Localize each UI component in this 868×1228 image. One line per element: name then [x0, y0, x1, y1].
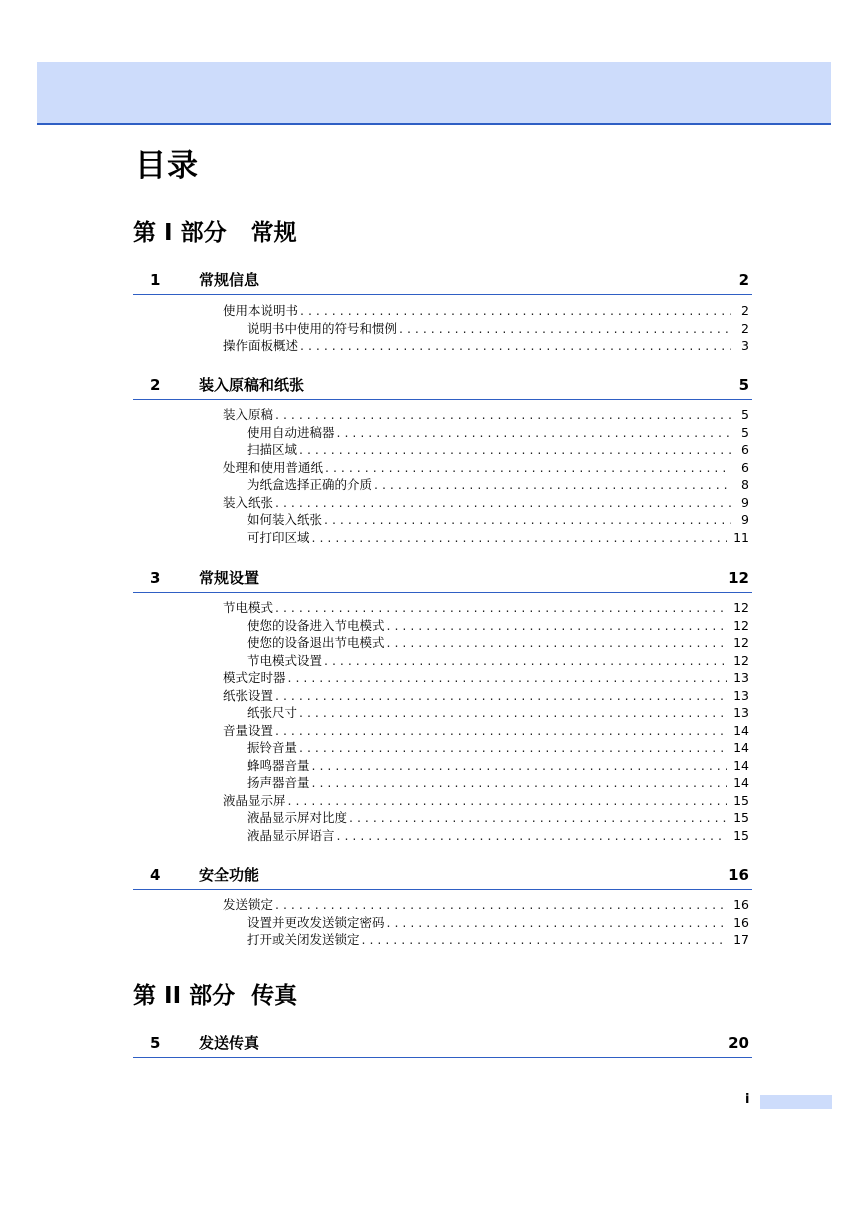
toc-entry-text: 设置并更改发送锁定密码	[247, 914, 385, 930]
toc-entry-page: 14	[733, 757, 749, 773]
toc-entry[interactable]	[223, 739, 749, 757]
toc-entry[interactable]	[223, 511, 749, 529]
toc-entry-text: 蜂鸣器音量	[247, 757, 310, 773]
toc-entry[interactable]	[223, 599, 749, 617]
toc-entry-page: 13	[733, 670, 749, 685]
toc-entry-page: 12	[733, 600, 749, 615]
dot-leader	[374, 476, 731, 494]
chapter-title: 装入原稿和纸张	[199, 376, 305, 394]
toc-entry-page: 6	[741, 459, 749, 475]
page-title: 目录	[135, 148, 199, 184]
toc-entry-page: 13	[733, 687, 749, 703]
toc-entry-text: 纸张设置	[223, 687, 274, 703]
toc-entry-text: 液晶显示屏语言	[247, 827, 335, 843]
toc-entry-page: 11	[733, 529, 749, 545]
toc-entry[interactable]	[223, 529, 749, 547]
dot-leader	[275, 722, 727, 740]
dot-leader	[324, 511, 731, 529]
toc-entry-page: 12	[733, 635, 749, 650]
toc-entry-text: 装入纸张	[223, 494, 274, 510]
toc-entry[interactable]	[223, 634, 749, 652]
toc-entry-text: 液晶显示屏	[223, 792, 286, 808]
toc-entry-text: 装入原稿	[223, 407, 274, 422]
toc-entry-text: 发送锁定	[223, 897, 274, 912]
chapter-title: 安全功能	[199, 866, 260, 884]
part-title-1: 第 I 部分 常规	[133, 220, 297, 246]
toc-entry[interactable]	[223, 669, 749, 687]
chapter-number: 1	[150, 271, 161, 289]
dot-leader	[387, 634, 728, 652]
dot-leader	[300, 337, 731, 355]
chapter-number: 2	[150, 376, 161, 394]
toc-entry-text: 音量设置	[223, 722, 274, 738]
toc-entry-text: 使您的设备退出节电模式	[247, 635, 385, 650]
dot-leader	[399, 320, 731, 338]
part-title-2: 第 II 部分 传真	[133, 983, 298, 1009]
chapter-2-entries	[223, 406, 749, 546]
chapter-number: 3	[150, 569, 161, 587]
chapter-title: 常规设置	[199, 569, 260, 587]
chapter-title: 发送传真	[199, 1034, 260, 1052]
toc-entry-text: 处理和使用普通纸	[223, 459, 324, 475]
dot-leader	[337, 424, 731, 442]
toc-entry-text: 模式定时器	[223, 670, 286, 685]
toc-entry[interactable]	[223, 931, 749, 949]
toc-entry[interactable]	[223, 494, 749, 512]
toc-entry[interactable]	[223, 687, 749, 705]
chapter-heading-1[interactable]	[133, 270, 752, 295]
toc-entry-page: 5	[741, 424, 749, 440]
toc-entry[interactable]	[223, 792, 749, 810]
dot-leader	[325, 459, 731, 477]
footer-tab	[760, 1095, 832, 1109]
toc-entry-page: 17	[733, 932, 749, 947]
chapter-page: 5	[738, 376, 749, 394]
dot-leader	[275, 406, 731, 424]
toc-entry-page: 15	[733, 810, 749, 825]
toc-entry-text: 打开或关闭发送锁定	[247, 932, 360, 947]
toc-entry[interactable]	[223, 809, 749, 827]
dot-leader	[324, 652, 727, 670]
toc-entry-page: 13	[733, 705, 749, 720]
toc-entry-page: 14	[733, 740, 749, 755]
toc-entry[interactable]	[223, 459, 749, 477]
toc-entry-text: 说明书中使用的符号和惯例	[247, 320, 398, 336]
dot-leader	[275, 687, 727, 705]
chapter-page: 16	[728, 866, 749, 884]
toc-entry-text: 振铃音量	[247, 740, 298, 755]
toc-entry[interactable]	[223, 827, 749, 845]
toc-entry[interactable]	[223, 914, 749, 932]
toc-entry[interactable]	[223, 441, 749, 459]
toc-entry[interactable]	[223, 652, 749, 670]
toc-entry[interactable]	[223, 424, 749, 442]
dot-leader	[312, 529, 728, 547]
toc-entry-text: 节电模式设置	[247, 652, 323, 668]
toc-entry-page: 16	[733, 914, 749, 930]
toc-entry-text: 使用自动进稿器	[247, 424, 335, 440]
toc-entry-page: 16	[733, 897, 749, 912]
chapter-heading-2[interactable]	[133, 375, 752, 400]
toc-entry[interactable]	[223, 896, 749, 914]
toc-entry-text: 液晶显示屏对比度	[247, 810, 348, 825]
toc-entry-text: 如何装入纸张	[247, 512, 323, 527]
chapter-4-entries	[223, 896, 749, 949]
toc-entry-page: 5	[741, 407, 749, 422]
chapter-number: 4	[150, 866, 161, 884]
toc-entry-page: 3	[741, 338, 749, 353]
toc-entry[interactable]	[223, 476, 749, 494]
dot-leader	[275, 599, 727, 617]
toc-entry-text: 节电模式	[223, 600, 274, 615]
toc-entry[interactable]	[223, 337, 749, 355]
dot-leader	[362, 931, 728, 949]
toc-entry-page: 2	[741, 303, 749, 318]
dot-leader	[300, 302, 731, 320]
chapter-title: 常规信息	[199, 271, 260, 289]
toc-entry-text: 使您的设备进入节电模式	[247, 617, 385, 633]
chapter-page: 20	[728, 1034, 749, 1052]
dot-leader	[288, 669, 728, 687]
toc-entry-text: 扫描区域	[247, 442, 298, 457]
dot-leader	[387, 617, 728, 635]
toc-entry-text: 扬声器音量	[247, 775, 310, 790]
dot-leader	[288, 792, 728, 810]
chapter-1-entries	[223, 302, 749, 355]
toc-entry-page: 15	[733, 792, 749, 808]
dot-leader	[275, 494, 731, 512]
chapter-page: 12	[728, 569, 749, 587]
toc-entry[interactable]	[223, 774, 749, 792]
toc-entry-text: 纸张尺寸	[247, 705, 298, 720]
toc-entry-text: 操作面板概述	[223, 338, 299, 353]
dot-leader	[275, 896, 727, 914]
toc-entry[interactable]	[223, 757, 749, 775]
toc-entry-page: 9	[741, 494, 749, 510]
dot-leader	[349, 809, 727, 827]
toc-entry-page: 15	[733, 827, 749, 843]
dot-leader	[312, 757, 728, 775]
toc-entry-page: 9	[741, 512, 749, 527]
toc-entry-page: 2	[741, 320, 749, 336]
toc-entry-page: 8	[741, 477, 749, 492]
chapter-heading-5[interactable]	[133, 1033, 752, 1058]
toc-entry-page: 14	[733, 722, 749, 738]
toc-entry-page: 12	[733, 617, 749, 633]
chapter-heading-4[interactable]	[133, 865, 752, 890]
dot-leader	[387, 914, 728, 932]
chapter-3-entries	[223, 599, 749, 844]
header-band	[37, 62, 831, 125]
toc-entry-page: 12	[733, 652, 749, 668]
dot-leader	[299, 739, 727, 757]
toc-entry[interactable]	[223, 617, 749, 635]
dot-leader	[312, 774, 728, 792]
chapter-heading-3[interactable]	[133, 568, 752, 593]
toc-entry-text: 可打印区域	[247, 529, 310, 545]
toc-entry-page: 6	[741, 442, 749, 457]
toc-entry[interactable]	[223, 302, 749, 320]
chapter-number: 5	[150, 1034, 161, 1052]
footer-page-number: i	[745, 1092, 750, 1107]
toc-entry[interactable]	[223, 704, 749, 722]
toc-entry[interactable]	[223, 320, 749, 338]
toc-entry-page: 14	[733, 775, 749, 790]
chapter-page: 2	[738, 271, 749, 289]
dot-leader	[299, 441, 731, 459]
toc-entry-text: 为纸盒选择正确的介质	[247, 477, 373, 492]
toc-entry-text: 使用本说明书	[223, 303, 299, 318]
toc-entry[interactable]	[223, 722, 749, 740]
dot-leader	[337, 827, 728, 845]
dot-leader	[299, 704, 727, 722]
toc-entry[interactable]	[223, 406, 749, 424]
